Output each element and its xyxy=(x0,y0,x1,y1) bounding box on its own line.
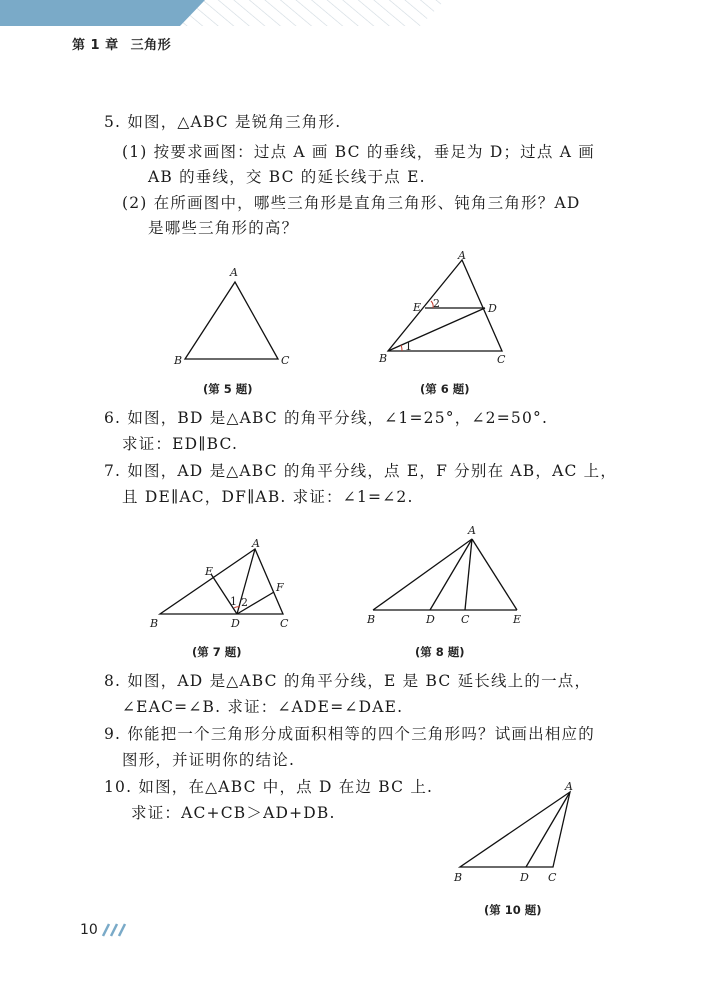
label-a: A xyxy=(458,250,466,262)
label-e: E xyxy=(205,565,214,578)
label-c: C xyxy=(281,354,290,367)
problem-9-line-2: 图形，并证明你的结论. xyxy=(122,751,296,769)
page-number: 10 xyxy=(80,922,98,938)
label-f: F xyxy=(276,581,284,594)
label-a: A xyxy=(230,266,238,279)
problem-10-line-2: 求证：AC+CB＞AD+DB. xyxy=(131,804,336,822)
label-b: B xyxy=(150,617,159,630)
header-band xyxy=(0,0,702,30)
chapter-heading xyxy=(72,34,171,53)
figure-5-triangle xyxy=(160,262,300,367)
chapter-number: 第 1 章 xyxy=(72,38,119,53)
problem-8-line-2: ∠EAC=∠B. 求证：∠ADE=∠DAE. xyxy=(122,698,404,716)
label-c: C xyxy=(497,353,506,366)
figure-7-triangle xyxy=(145,535,300,635)
problem-5-line-3: AB 的垂线，交 BC 的延长线于点 E. xyxy=(148,168,426,186)
page-slashes-icon xyxy=(100,920,130,940)
label-d: D xyxy=(488,302,497,315)
angle-2-label: 2 xyxy=(433,297,440,310)
figure-8-triangle xyxy=(360,525,530,630)
label-e: E xyxy=(413,301,422,314)
label-b: B xyxy=(454,871,463,884)
label-a: A xyxy=(565,780,573,793)
problem-5-line-1: 5. 如图，△ABC 是锐角三角形. xyxy=(104,113,342,131)
problem-6-line-2: 求证：ED∥BC. xyxy=(122,435,239,453)
label-c: C xyxy=(461,613,470,626)
figure-10-caption: (第 10 题) xyxy=(484,903,542,917)
figure-8-caption: (第 8 题) xyxy=(415,645,465,659)
label-d: D xyxy=(520,871,529,884)
angle-1-label: 1 xyxy=(405,340,412,353)
chapter-title: 三角形 xyxy=(130,38,172,53)
label-a: A xyxy=(468,525,476,537)
problem-7-line-2: 且 DE∥AC，DF∥AB. 求证：∠1=∠2. xyxy=(122,488,414,506)
problem-10-line-1: 10. 如图，在△ABC 中，点 D 在边 BC 上. xyxy=(104,778,434,796)
label-e: E xyxy=(513,613,522,626)
label-a: A xyxy=(252,537,260,550)
angle-2-label: 2 xyxy=(241,596,248,609)
problem-7-line-1: 7. 如图，AD 是△ABC 的角平分线，点 E，F 分别在 AB，AC 上， xyxy=(104,462,618,480)
label-c: C xyxy=(548,871,557,884)
label-b: B xyxy=(379,352,388,365)
figure-6-triangle xyxy=(375,250,525,370)
label-d: D xyxy=(231,617,240,630)
figure-7-caption: (第 7 题) xyxy=(192,645,242,659)
label-c: C xyxy=(280,617,289,630)
problem-6-line-1: 6. 如图，BD 是△ABC 的角平分线，∠1=25°，∠2=50°. xyxy=(104,409,549,427)
problem-8-line-1: 8. 如图，AD 是△ABC 的角平分线，E 是 BC 延长线上的一点， xyxy=(104,672,592,690)
figure-6-caption: (第 6 题) xyxy=(420,382,470,396)
label-b: B xyxy=(367,613,376,626)
angle-1-label: 1 xyxy=(230,595,237,608)
problem-5-line-4: (2) 在所画图中，哪些三角形是直角三角形、钝角三角形？AD xyxy=(122,194,581,212)
label-d: D xyxy=(426,613,435,626)
problem-9-line-1: 9. 你能把一个三角形分成面积相等的四个三角形吗？试画出相应的 xyxy=(104,725,595,743)
figure-10-triangle xyxy=(445,780,585,890)
label-b: B xyxy=(174,354,183,367)
figure-5-caption: (第 5 题) xyxy=(203,382,253,396)
problem-5-line-2: (1) 按要求画图：过点 A 画 BC 的垂线，垂足为 D；过点 A 画 xyxy=(122,143,595,161)
problem-5-line-5: 是哪些三角形的高？ xyxy=(148,219,299,237)
